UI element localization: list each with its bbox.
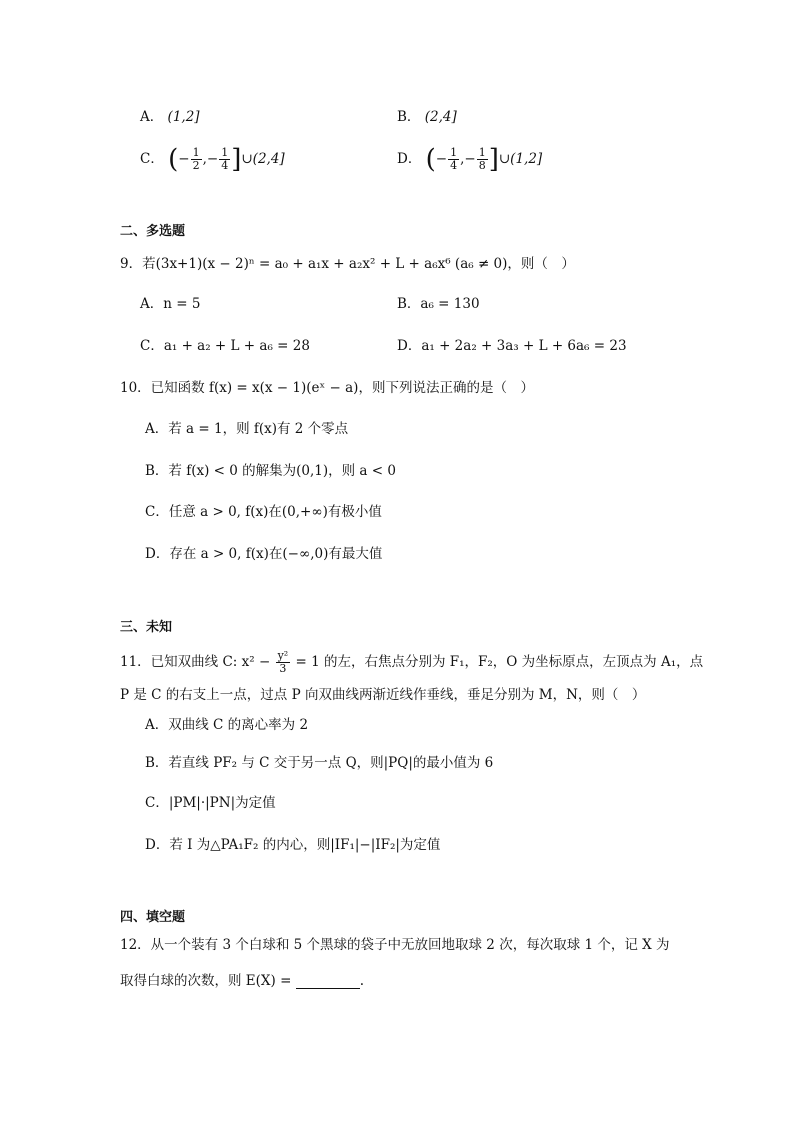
q9-option-c: C．a₁ + a₂ + L + a₆ = 28: [140, 338, 310, 354]
q9-option-a: A．n = 5: [140, 296, 201, 312]
option-expr: (2,4]: [424, 109, 457, 125]
q10-option-a: A．若 a = 1，则 f(x)有 2 个零点: [145, 421, 349, 437]
fraction: [477, 147, 488, 172]
stem-part: 11．已知双曲线 C: x² −: [120, 654, 275, 670]
q8-option-c: [140, 144, 285, 175]
paren: (: [168, 144, 179, 175]
minus: −: [435, 151, 448, 167]
q11-option-b: B．若直线 PF₂ 与 C 交于另一点 Q，则|PQ|的最小值为 6: [145, 755, 494, 771]
bracket: ]: [488, 144, 499, 175]
q10-option-b: B．若 f(x) < 0 的解集为(0,1)，则 a < 0: [145, 463, 396, 479]
q9-option-d: D．a₁ + 2a₂ + 3a₃ + L + 6a₆ = 23: [397, 338, 627, 354]
numerator: 1: [221, 146, 229, 159]
separator: ,−: [202, 151, 219, 167]
fraction: [191, 147, 202, 172]
option-expr: (1,2]: [167, 109, 200, 125]
denominator: 4: [450, 159, 458, 172]
numerator: 1: [192, 146, 200, 159]
denominator: 8: [478, 159, 486, 172]
answer-blank[interactable]: [296, 974, 360, 989]
option-label: B．: [397, 109, 421, 125]
q8-option-d: [397, 144, 543, 175]
denominator: 3: [279, 662, 287, 675]
q9-option-b: B．a₆ = 130: [397, 296, 480, 312]
denominator: 4: [221, 159, 229, 172]
fraction: [448, 147, 459, 172]
separator: ,−: [460, 151, 476, 167]
paren: (: [425, 144, 436, 175]
minus: −: [178, 151, 190, 167]
q8-option-a: [140, 107, 200, 127]
q11-option-a: A．双曲线 C 的离心率为 2: [145, 717, 309, 733]
bracket: ]: [231, 144, 242, 175]
q11-option-d: D．若 I 为△PA₁F₂ 的内心，则|IF₁|−|IF₂|为定值: [145, 837, 441, 853]
union-expr: ∪(2,4]: [241, 151, 285, 167]
q12-stem-line2: [120, 971, 364, 991]
numerator: 1: [478, 146, 486, 159]
section-title-fill-blank: 四、填空题: [120, 910, 186, 925]
fraction: [219, 147, 230, 172]
q10-option-d: D．存在 a > 0, f(x)在(−∞,0)有最大值: [145, 546, 383, 562]
option-label: D．: [397, 151, 422, 167]
fraction: [276, 650, 291, 675]
numerator: 1: [450, 146, 458, 159]
q11-stem: [120, 649, 703, 675]
section-title-unknown: 三、未知: [120, 620, 173, 635]
q11-option-c: C．|PM|·|PN|为定值: [145, 795, 276, 811]
q10-stem: 10．已知函数 f(x) = x(x − 1)(eˣ − a)，则下列说法正确的是（ ）: [120, 380, 534, 396]
q8-option-b: [397, 107, 457, 127]
q9-stem: 9．若(3x+1)(x − 2)ⁿ = a₀ + a₁x + a₂x² + L + a₆x⁶ (a₆ ≠ 0)，则（ ）: [120, 256, 575, 272]
section-title-multiple-choice: 二、多选题: [120, 224, 186, 239]
union-expr: ∪(1,2]: [498, 151, 543, 167]
option-label: C．: [140, 151, 164, 167]
stem-part: 取得白球的次数，则 E(X) =: [120, 973, 296, 989]
numerator: y²: [277, 649, 289, 662]
period: .: [359, 973, 364, 989]
q11-stem-line2: P 是 C 的右支上一点，过点 P 向双曲线两渐近线作垂线，垂足分别为 M，N，则（ ）: [120, 687, 646, 703]
stem-part: = 1 的左，右焦点分别为 F₁，F₂，O 为坐标原点，左顶点为 A₁，点: [291, 654, 704, 670]
q12-stem: 12．从一个装有 3 个白球和 5 个黑球的袋子中无放回地取球 2 次，每次取球 1 个，记 X 为: [120, 937, 670, 953]
denominator: 2: [192, 159, 200, 172]
option-label: A．: [140, 109, 164, 125]
q10-option-c: C．任意 a > 0, f(x)在(0,+∞)有极小值: [145, 504, 382, 520]
